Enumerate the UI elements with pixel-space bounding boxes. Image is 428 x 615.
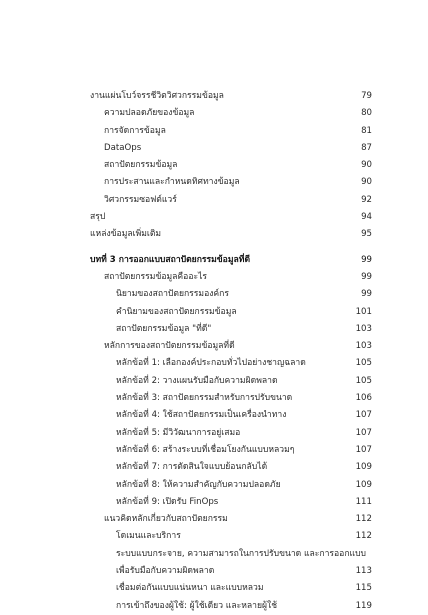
toc-entry-title: หลักข้อที่ 3: สถาปัตยกรรมสำหรับการปรับขนาด <box>116 393 293 404</box>
toc-entry[interactable] <box>0 580 428 597</box>
toc-entry[interactable] <box>0 598 428 615</box>
toc-entry[interactable] <box>0 425 428 442</box>
toc-entry[interactable] <box>0 209 428 226</box>
toc-entry[interactable] <box>0 192 428 209</box>
toc-entry-title: หลักข้อที่ 1: เลือกองค์ประกอบทั่วไปอย่างชาญฉลาด <box>116 358 306 369</box>
chapter-page: 99 <box>361 254 372 265</box>
toc-entry[interactable] <box>0 511 428 528</box>
toc-entry-page: 109 <box>355 462 372 473</box>
toc-chapter-heading[interactable] <box>0 252 428 269</box>
toc-entry[interactable] <box>0 355 428 372</box>
toc-entry[interactable] <box>0 321 428 338</box>
toc-entry-title: DataOps <box>104 142 142 153</box>
toc-entry-page: 112 <box>355 531 372 542</box>
toc-entry-title: การประสานและกำหนดทิศทางข้อมูล <box>104 177 240 188</box>
toc-entry-title: เชื่อมต่อกันแบบแน่นหนา และแบบหลวม <box>116 583 264 594</box>
toc-entry-title: ระบบแบบกระจาย, ความสามารถในการปรับขนาด และการออกแบบ <box>116 548 366 559</box>
toc-entry[interactable] <box>0 407 428 424</box>
toc-entry-title: สรุป <box>90 212 106 223</box>
toc-entry[interactable] <box>0 459 428 476</box>
toc-entry-title: หลักข้อที่ 8: ให้ความสำคัญกับความปลอดภัย <box>116 479 281 490</box>
toc-entry-page: 99 <box>361 271 372 282</box>
toc-entry-title: การเข้าถึงของผู้ใช้: ผู้ใช้เดียว และหลายผู้ใช้ <box>116 600 278 611</box>
toc-entry-continuation[interactable] <box>0 563 428 580</box>
toc-entry[interactable] <box>0 157 428 174</box>
toc-entry-page: 94 <box>361 212 372 223</box>
toc-entry-title: คำนิยามของสถาปัตยกรรมข้อมูล <box>116 306 237 317</box>
toc-entry-title: วิศวกรรมซอฟต์แวร์ <box>104 194 177 205</box>
toc-entry[interactable] <box>0 304 428 321</box>
toc-entry-title: แนวคิดหลักเกี่ยวกับสถาปัตยกรรม <box>104 514 228 525</box>
toc-entry-title: หลักข้อที่ 9: เปิดรับ FinOps <box>116 496 219 507</box>
toc-entry-title: หลักข้อที่ 6: สร้างระบบที่เชื่อมโยงกันแบบหลวมๆ <box>116 444 295 455</box>
toc-entry[interactable] <box>0 494 428 511</box>
toc-entry[interactable] <box>0 338 428 355</box>
toc-entry-title: เพื่อรับมือกับความผิดพลาด <box>116 566 215 577</box>
toc-entry[interactable] <box>0 105 428 122</box>
toc-entry-page: 119 <box>355 600 372 611</box>
toc-entry[interactable] <box>0 88 428 105</box>
toc-entry-title: หลักข้อที่ 2: วางแผนรับมือกับความผิดพลาด <box>116 375 278 386</box>
toc-entry[interactable] <box>0 528 428 545</box>
toc-entry-page: 87 <box>361 142 372 153</box>
toc-entry[interactable] <box>0 286 428 303</box>
toc-entry-page: 101 <box>355 306 372 317</box>
toc-entry-page: 105 <box>355 358 372 369</box>
toc-entry-title: สถาปัตยกรรมข้อมูลคืออะไร <box>104 271 208 282</box>
toc-entry-page: 107 <box>355 444 372 455</box>
toc-entry[interactable] <box>0 390 428 407</box>
toc-entry[interactable] <box>0 442 428 459</box>
toc-entry-page: 80 <box>361 108 372 119</box>
toc-entry-page: 107 <box>355 427 372 438</box>
chapter-title: บทที่ 3 การออกแบบสถาปัตยกรรมข้อมูลที่ดี <box>90 254 251 265</box>
toc-entry-page: 109 <box>355 479 372 490</box>
toc-entry-page: 112 <box>355 514 372 525</box>
toc-entry-page: 103 <box>355 341 372 352</box>
toc-entry-title: สถาปัตยกรรมข้อมูล "ที่ดี" <box>116 323 212 334</box>
toc-entry[interactable] <box>0 226 428 243</box>
toc-entry-page: 113 <box>355 566 372 577</box>
toc-entry-title: นิยามของสถาปัตยกรรมองค์กร <box>116 289 230 300</box>
toc-entry-title: ความปลอดภัยของข้อมูล <box>104 108 195 119</box>
chapter-gap <box>0 244 428 252</box>
toc-entry-page: 99 <box>361 289 372 300</box>
toc-entry-page: 92 <box>361 194 372 205</box>
toc-entry[interactable] <box>0 477 428 494</box>
toc-entry-page: 107 <box>355 410 372 421</box>
toc-entry-title: หลักข้อที่ 4: ใช้สถาปัตยกรรมเป็นเครื่องนำทาง <box>116 410 287 421</box>
toc-entry-title: โดเมนและบริการ <box>116 531 181 542</box>
toc-entry-page: 90 <box>361 177 372 188</box>
toc-entry-title: หลักการของสถาปัตยกรรมข้อมูลที่ดี <box>104 341 235 352</box>
toc-entry-title: แหล่งข้อมูลเพิ่มเติม <box>90 229 162 240</box>
toc-entry-title: การจัดการข้อมูล <box>104 125 166 136</box>
toc-entry-page: 105 <box>355 375 372 386</box>
toc-entry-page: 103 <box>355 323 372 334</box>
toc-entry-page: 81 <box>361 125 372 136</box>
toc-entry-page: 106 <box>355 393 372 404</box>
toc-entry-page: 111 <box>355 496 372 507</box>
toc-entry-page: 90 <box>361 160 372 171</box>
toc-entry[interactable] <box>0 269 428 286</box>
toc-entry-title: งานแผ่นโบว์จรรชีวิตวิศวกรรมข้อมูล <box>90 91 224 101</box>
toc-entry[interactable] <box>0 174 428 191</box>
toc-entry-line[interactable] <box>0 546 428 563</box>
toc-entry-page: 79 <box>361 91 372 101</box>
toc-entry-page: 95 <box>361 229 372 240</box>
toc-entry[interactable] <box>0 123 428 140</box>
toc-entry[interactable] <box>0 373 428 390</box>
toc-entry-title: หลักข้อที่ 5: มีวิวัฒนาการอยู่เสมอ <box>116 427 241 438</box>
toc-entry-title: หลักข้อที่ 7: การตัดสินใจแบบย้อนกลับได้ <box>116 462 268 473</box>
toc-entry[interactable] <box>0 140 428 157</box>
toc-entry-page: 115 <box>355 583 372 594</box>
table-of-contents <box>0 88 428 615</box>
toc-entry-title: สถาปัตยกรรมข้อมูล <box>104 160 178 171</box>
